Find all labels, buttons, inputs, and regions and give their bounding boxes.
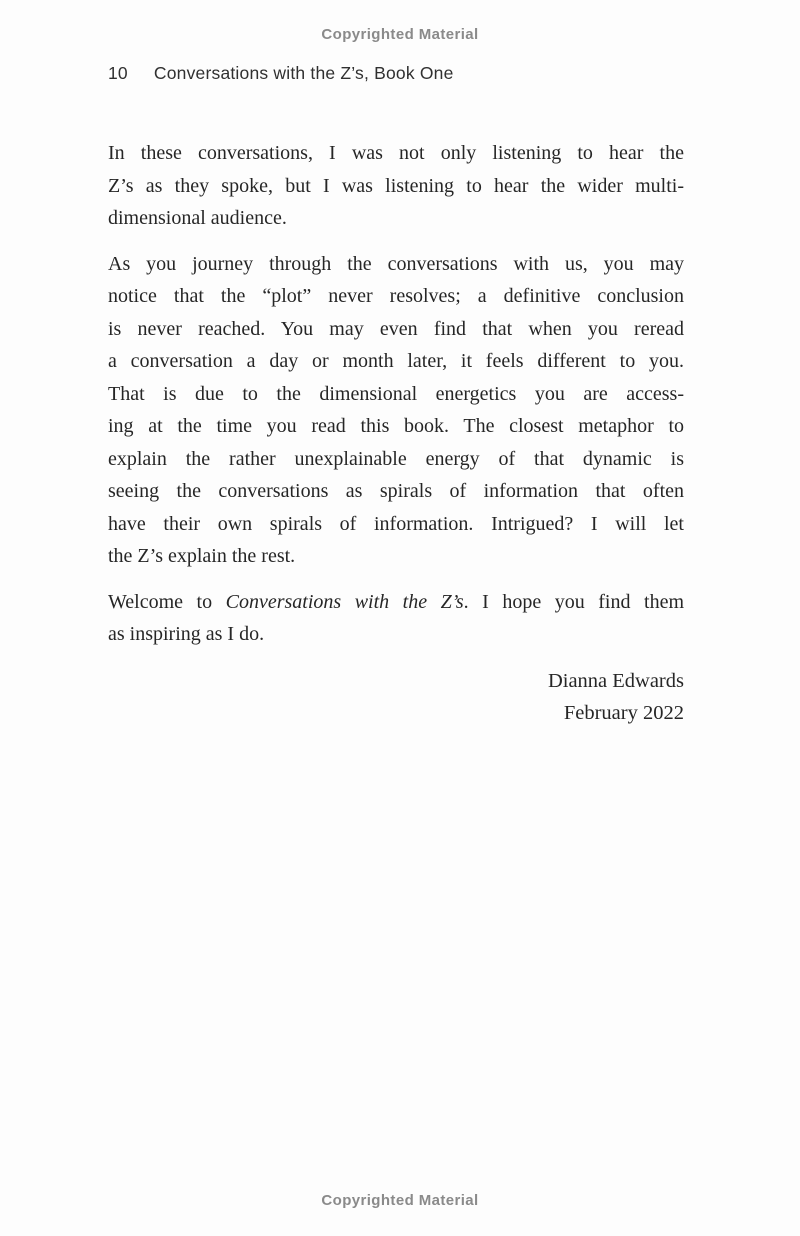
signature-date: February 2022 <box>563 702 684 724</box>
book-title-italic: Conversations with the Z’s <box>225 590 464 613</box>
text-line: seeing the conversations as spirals of information that often <box>108 480 684 502</box>
text-line: is never reached. You may even find that when you reread <box>108 317 684 340</box>
text-line: ing at the time you read this book. The closest metaphor to <box>108 415 684 437</box>
text-line: the Z’s explain the rest. <box>108 545 296 567</box>
text-line: In these conversations, I was not only listening to hear the <box>108 142 684 164</box>
paragraph-journey <box>108 248 684 573</box>
author-name: Dianna Edwards <box>547 669 684 692</box>
text-line: Welcome to Conversations with the Z’s. I hope you find them <box>108 590 685 613</box>
page-number: 10 <box>108 63 128 83</box>
text-line: That is due to the dimensional energetics you are access- <box>108 382 684 405</box>
signature-block <box>108 665 684 730</box>
copyright-notice-top: Copyrighted Material <box>321 26 479 43</box>
paragraph-intro <box>108 137 684 235</box>
text-line: explain the rather unexplainable energy of that dynamic is <box>108 447 684 470</box>
body-text <box>108 137 684 730</box>
text-line: a conversation a day or month later, it feels different to you. <box>108 350 684 372</box>
text-line: As you journey through the conversations with us, you may <box>108 252 684 275</box>
text-line: as inspiring as I do. <box>108 623 265 645</box>
running-title: Conversations with the Z’s, Book One <box>153 63 454 83</box>
text-line: Z’s as they spoke, but I was listening to hear the wider multi- <box>108 174 684 197</box>
text-line: notice that the “plot” never resolves; a definitive conclusion <box>108 285 684 307</box>
running-header <box>108 63 684 84</box>
paragraph-welcome <box>108 586 684 651</box>
copyright-notice-bottom: Copyrighted Material <box>321 1192 479 1209</box>
text-line: have their own spirals of information. Intrigued? I will let <box>108 512 684 535</box>
text-line: dimensional audience. <box>108 207 287 229</box>
